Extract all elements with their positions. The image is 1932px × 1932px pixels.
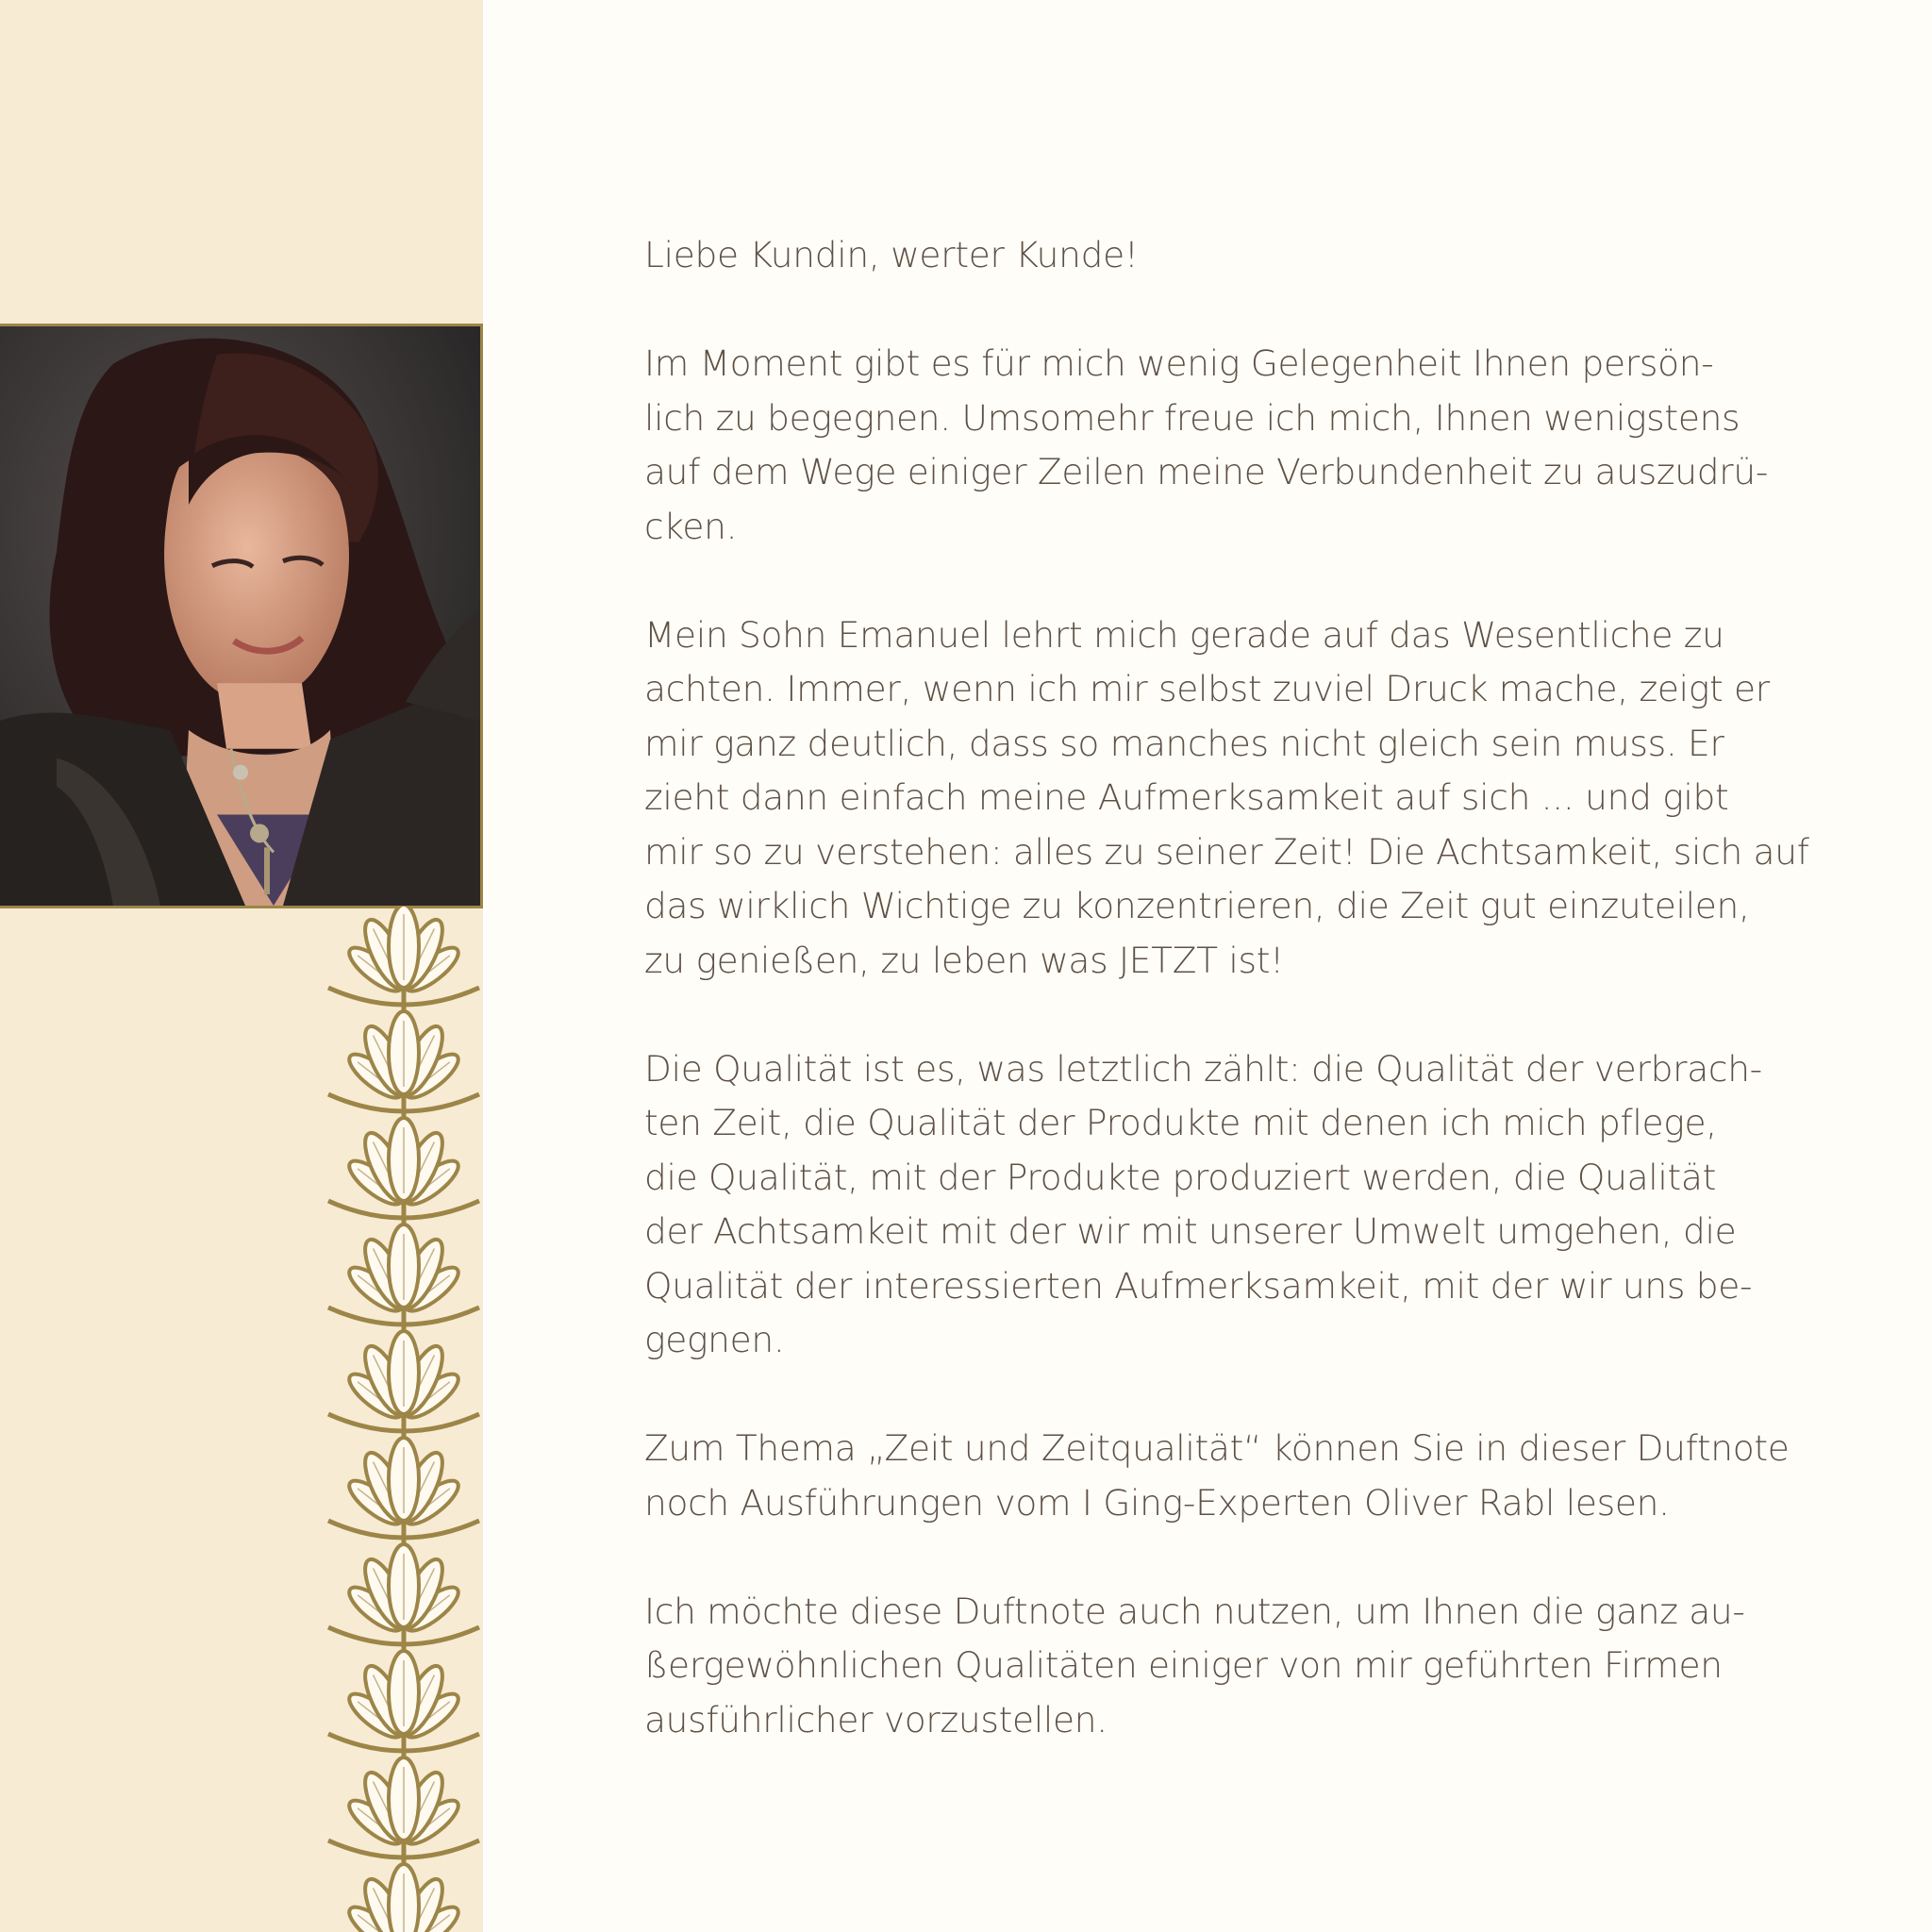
- letter-line: gegnen.: [644, 1319, 785, 1360]
- letter-line: lich zu begegnen. Umsomehr freue ich mich, Ihnen wenigstens: [644, 396, 1740, 439]
- letter-line: noch Ausführungen vom I Ging-Experten Oliver Rabl lesen.: [644, 1481, 1670, 1524]
- letter-body: [644, 228, 1809, 1802]
- letter-line: Mein Sohn Emanuel lehrt mich gerade auf das Wesentliche zu: [644, 613, 1724, 656]
- letter-line: ausführlicher vorzustellen.: [644, 1698, 1108, 1740]
- letter-line: mir so zu verstehen: alles zu seiner Zeit! Die Achtsamkeit, sich auf: [644, 830, 1809, 873]
- letter-line: zu genießen, zu leben was JETZT ist!: [644, 939, 1284, 981]
- letter-line: mir ganz deutlich, dass so manches nicht gleich sein muss. Er: [644, 722, 1724, 764]
- letter-paragraph: [644, 1042, 1795, 1368]
- lotus-stem-ornament-icon: [321, 906, 487, 1932]
- letter-line: auf dem Wege einiger Zeilen meine Verbundenheit zu auszudrü-: [644, 451, 1769, 492]
- letter-line: ßergewöhnlichen Qualitäten einiger von mir geführten Firmen: [644, 1644, 1723, 1686]
- letter-paragraph: [644, 608, 1809, 989]
- letter-greeting: Liebe Kundin, werter Kunde!: [644, 234, 1139, 275]
- letter-line: die Qualität, mit der Produkte produziert werden, die Qualität: [644, 1156, 1717, 1198]
- letter-paragraph: [644, 1585, 1795, 1748]
- letter-line: Im Moment gibt es für mich wenig Gelegenheit Ihnen persön-: [644, 342, 1714, 384]
- letter-line: Ich möchte diese Duftnote auch nutzen, um Ihnen die ganz au-: [644, 1590, 1745, 1632]
- letter-line: Zum Thema „Zeit und Zeitqualität“ können Sie in dieser Duftnote: [644, 1427, 1790, 1469]
- letter-paragraph: [644, 1422, 1795, 1530]
- letter-line: das wirklich Wichtige zu konzentrieren, die Zeit gut einzuteilen,: [644, 885, 1750, 926]
- letter-line: achten. Immer, wenn ich mir selbst zuviel Druck mache, zeigt er: [644, 668, 1770, 709]
- letter-line: Qualität der interessierten Aufmerksamkeit, mit der wir uns be-: [644, 1264, 1753, 1307]
- letter-line: Die Qualität ist es, was letztlich zählt: die Qualität der verbrach-: [644, 1047, 1762, 1090]
- letter-line: ten Zeit, die Qualität der Produkte mit denen ich mich pflege,: [644, 1102, 1717, 1143]
- author-portrait: [0, 324, 483, 908]
- letter-line: der Achtsamkeit mit der wir mit unserer Umwelt umgehen, die: [644, 1210, 1737, 1252]
- letter-paragraph: [644, 337, 1795, 554]
- letter-line: zieht dann einfach meine Aufmerksamkeit auf sich ... und gibt: [644, 776, 1729, 818]
- letter-line: cken.: [644, 505, 738, 547]
